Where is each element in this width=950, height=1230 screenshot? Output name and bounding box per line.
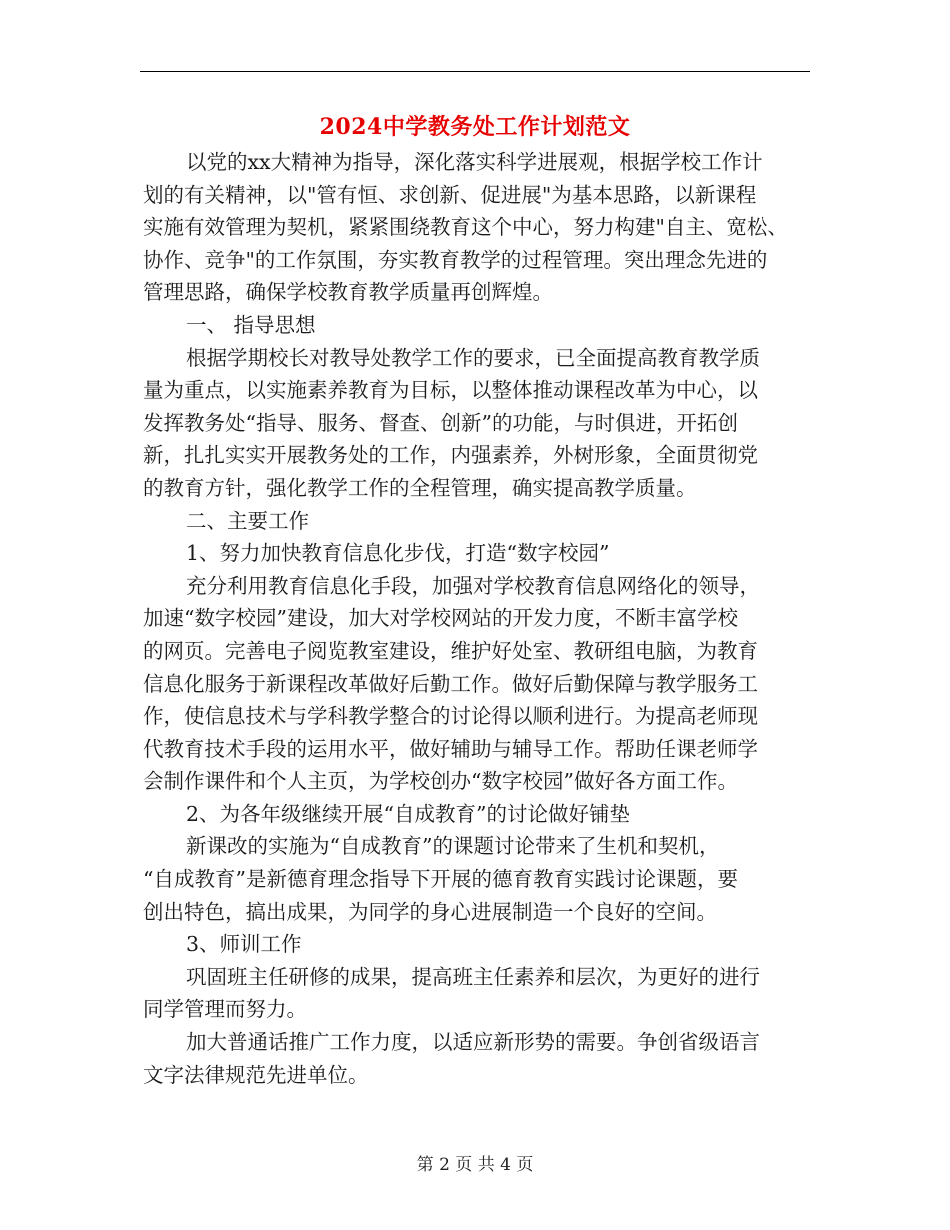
text-line: 同学管理而努力。	[143, 997, 307, 1022]
text-line: 以党的xx大精神为指导，深化落实科学进展观，根据学校工作计	[186, 150, 763, 174]
text-line: 新课改的实施为“自成教育”的课题讨论带来了生机和契机，	[186, 834, 720, 859]
text-line: 作，使信息技术与学科教学整合的讨论得以顺利进行。为提高老师现	[143, 704, 758, 729]
text-line: 创出特色，搞出成果，为同学的身心进展制造一个良好的空间。	[143, 899, 717, 924]
text-line: 会制作课件和个人主页，为学校创办“数字校园”做好各方面工作。	[143, 769, 738, 794]
header-rule	[140, 71, 810, 72]
text-line: 新，扎扎实实开展教务处的工作，内强素养，外树形象，全面贯彻党	[143, 443, 758, 468]
text-line: 的网页。完善电子阅览教室建设，维护好处室、教研组电脑，为教育	[143, 638, 758, 663]
text-line: 2、为各年级继续开展“自成教育”的讨论做好铺垫	[186, 801, 631, 826]
text-line: 信息化服务于新课程改革做好后勤工作。做好后勤保障与教学服务工	[143, 671, 758, 696]
text-line: 发挥教务处“指导、服务、督查、创新”的功能，与时俱进，开拓创	[143, 410, 738, 435]
text-line: 1、努力加快教育信息化步伐，打造“数字校园”	[186, 541, 610, 566]
text-line: 协作、竞争"的工作氛围，夯实教育教学的过程管理。突出理念先进的	[143, 247, 768, 272]
text-line: 巩固班主任研修的成果，提高班主任素养和层次，为更好的进行	[186, 964, 760, 989]
page-footer: 第 2 页 共 4 页	[416, 1155, 534, 1175]
text-line: 根据学期校长对教导处教学工作的要求，已全面提高教育教学质	[186, 345, 760, 370]
document-body	[143, 146, 815, 1091]
text-line: 的教育方针，强化教学工作的全程管理，确实提高教学质量。	[143, 475, 697, 500]
text-line: “自成教育”是新德育理念指导下开展的德育教育实践讨论课题，要	[143, 867, 738, 892]
text-line: 量为重点，以实施素养教育为目标，以整体推动课程改革为中心，以	[143, 378, 758, 403]
text-line: 文字法律规范先进单位。	[143, 1062, 369, 1087]
text-line: 加速“数字校园”建设，加大对学校网站的开发力度，不断丰富学校	[143, 606, 738, 631]
document-title: 2024中学教务处工作计划范文	[319, 114, 631, 140]
text-line: 二、主要工作	[186, 508, 309, 533]
text-line: 实施有效管理为契机，紧紧围绕教育这个中心，努力构建"自主、宽松、	[143, 215, 788, 240]
text-line: 3、师训工作	[186, 932, 302, 957]
text-line: 加大普通话推广工作力度，以适应新形势的需要。争创省级语言	[186, 1030, 760, 1055]
text-line: 划的有关精神，以"管有恒、求创新、促进展"为基本思路，以新课程	[143, 182, 757, 207]
text-line: 充分利用教育信息化手段，加强对学校教育信息网络化的领导，	[186, 573, 760, 598]
text-line: 管理思路，确保学校教育教学质量再创辉煌。	[143, 280, 553, 305]
text-line: 一、 指导思想	[186, 312, 316, 337]
text-line: 代教育技术手段的运用水平，做好辅助与辅导工作。帮助任课老师学	[143, 736, 758, 761]
